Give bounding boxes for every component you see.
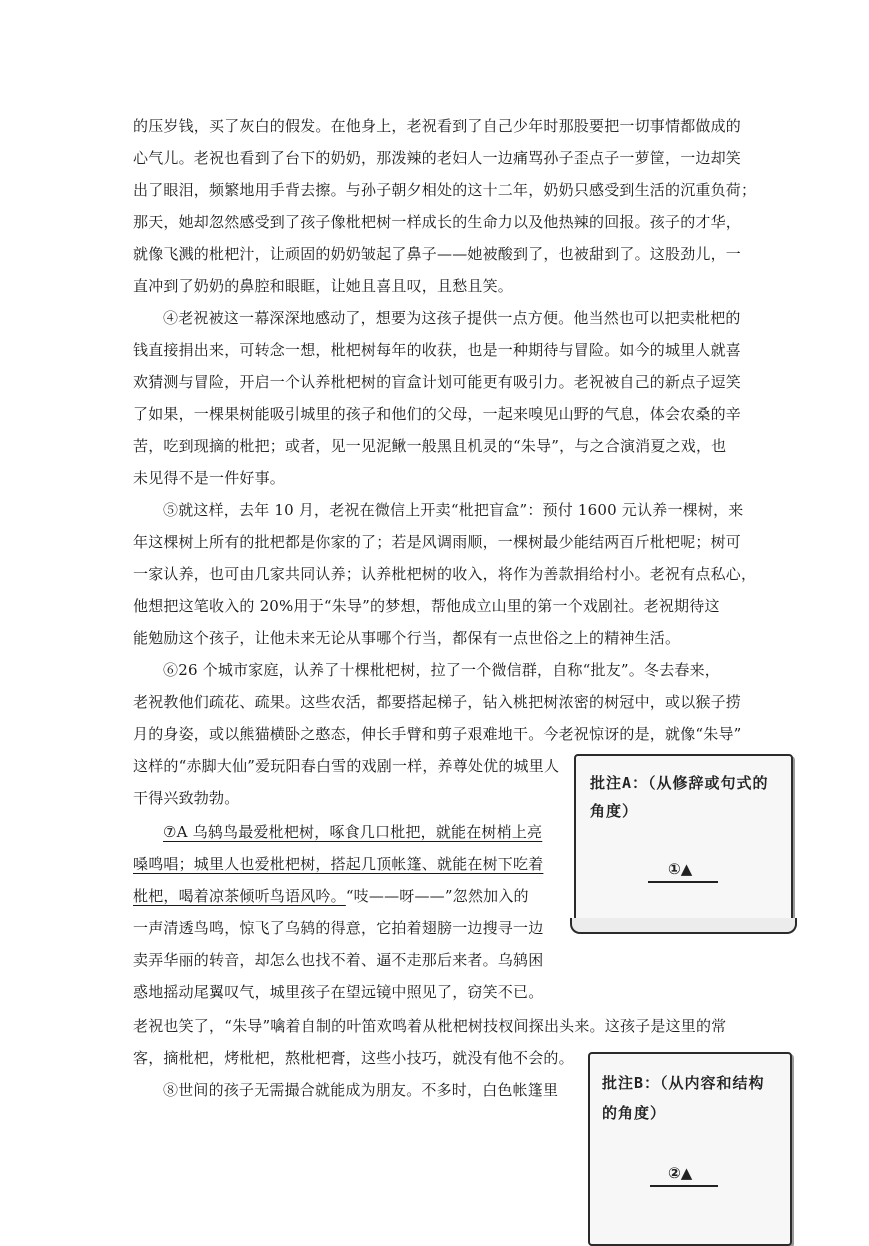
text-line: ⑥26 个城市家庭，认养了十棵枇杷树，拉了一个微信群，自称“批友”。冬去春来， (163, 661, 720, 679)
annotation-box-b (588, 1052, 792, 1246)
text-span: “吱——呀——”忽然加入的 (345, 887, 529, 905)
text-line: 年这棵树上所有的批杷都是你家的了；若是风调雨顺，一棵树最少能结两百斤枇杷呢；树可 (133, 533, 742, 551)
text-line: 苦，吃到现摘的枇把；或者，见一见泥鳅一般黑且机灵的“朱导”，与之合演消夏之戏，也 (133, 437, 727, 455)
underlined-line: 嗓鸣唱；城里人也爱枇杷树，搭起几顶帐篷、就能在树下吃着 (133, 855, 544, 873)
text-line: 老祝教他们疏花、疏果。这些农活，都要搭起梯子，钻入桃把树浓密的树冠中，或以猴子捞 (133, 693, 742, 711)
text-line: 心气儿。老祝也看到了台下的奶奶，那泼辣的老妇人一边痛骂孙子歪点子一萝筐，一边却笑 (133, 149, 742, 167)
text-line: ④老祝被这一幕深深地感动了，想要为这孩子提供一点方便。他当然也可以把卖枇杷的 (163, 309, 741, 327)
text-line: 惑地摇动尾翼叹气，城里孩子在望远镜中照见了，窃笑不已。 (133, 983, 544, 1001)
text-line: 这样的“赤脚大仙”爱玩阳春白雪的戏剧一样，养尊处优的城里人 (133, 757, 560, 775)
underlined-span: 枇杷，喝着凉茶倾听鸟语风吟。 (133, 887, 346, 905)
annotation-b-title: 批注B：（从内容和结构 (602, 1074, 765, 1092)
text-line: ⑤就这样，去年 10 月，老祝在微信上开卖“枇把盲盒”：预付 1600 元认养一棵树，来 (163, 501, 744, 519)
scroll-curl (570, 918, 797, 934)
text-line: ⑧世间的孩子无需撮合就能成为朋友。不多时，白色帐篷里 (163, 1081, 559, 1099)
annotation-a-subtitle: 角度） (590, 802, 639, 820)
annotation-box-a (574, 754, 793, 926)
text-line: 直冲到了奶奶的鼻腔和眼眶，让她且喜且叹，且愁且笑。 (133, 277, 514, 295)
text-line: 干得兴致勃勃。 (133, 789, 240, 807)
text-line: 一声清透鸟鸣，惊飞了乌鸫的得意，它拍着翅膀一边搜寻一边 (133, 919, 544, 937)
text-line: 月的身姿，或以熊猫横卧之憨态，伸长手臂和剪子艰难地干。今老祝惊讶的是，就像“朱导” (133, 725, 742, 743)
text-line (133, 886, 529, 906)
answer-underline (650, 1185, 718, 1187)
text-line: 卖弄华丽的转音，却怎么也找不着、逼不走那后来者。乌鸫困 (133, 951, 544, 969)
text-line: 就像飞溅的枇杷汁，让顽固的奶奶皱起了鼻子——她被酸到了，也被甜到了。这股劲儿，一 (133, 245, 742, 263)
text-line: 那天，她却忽然感受到了孩子像枇杷树一样成长的生命力以及他热辣的回报。孩子的才华， (133, 213, 742, 231)
annotation-b-subtitle: 的角度） (602, 1104, 667, 1122)
annotation-a-title: 批注A：（从修辞或句式的 (590, 774, 769, 792)
text-line: 了如果，一棵果树能吸引城里的孩子和他们的父母，一起来嗅见山野的气息，体会农桑的辛 (133, 405, 742, 423)
answer-blank-1: ①▲ (668, 860, 693, 878)
text-line: 的压岁钱，买了灰白的假发。在他身上，老祝看到了自己少年时那股要把一切事情都做成的 (133, 117, 742, 135)
text-line: 出了眼泪，频繁地用手背去擦。与孙子朝夕相处的这十二年，奶奶只感受到生活的沉重负荷； (133, 181, 757, 199)
text-line: 能勉励这个孩子，让他未来无论从事哪个行当，都保有一点世俗之上的精神生活。 (133, 629, 681, 647)
text-line: 钱直接捐出来，可转念一想，枇杷树每年的收获，也是一种期待与冒险。如今的城里人就喜 (133, 341, 742, 359)
text-line: 客，摘枇杷，烤枇杷，熬枇杷膏，这些小技巧，就没有他不会的。 (133, 1049, 574, 1067)
underlined-line: ⑦A 乌鸫鸟最爱枇杷树，啄食几口枇把，就能在树梢上亮 (163, 823, 543, 841)
answer-blank-2: ②▲ (668, 1164, 693, 1182)
text-line: 老祝也笑了，“朱导”噙着自制的叶笛欢鸣着从枇杷树技杈间探出头来。这孩子是这里的常 (133, 1017, 727, 1035)
text-line: 他想把这笔收入的 20%用于“朱导”的梦想，帮他成立山里的第一个戏剧社。老祝期待这 (133, 597, 720, 615)
answer-underline (648, 881, 718, 883)
text-line: 未见得不是一件好事。 (133, 469, 286, 487)
text-line: 欢猜测与冒险，开启一个认养枇杷树的盲盒计划可能更有吸引力。老祝被自己的新点子逗笑 (133, 373, 742, 391)
text-line: 一家认养，也可由几家共同认养；认养枇杷树的收入，将作为善款捐给村小。老祝有点私心， (133, 565, 757, 583)
